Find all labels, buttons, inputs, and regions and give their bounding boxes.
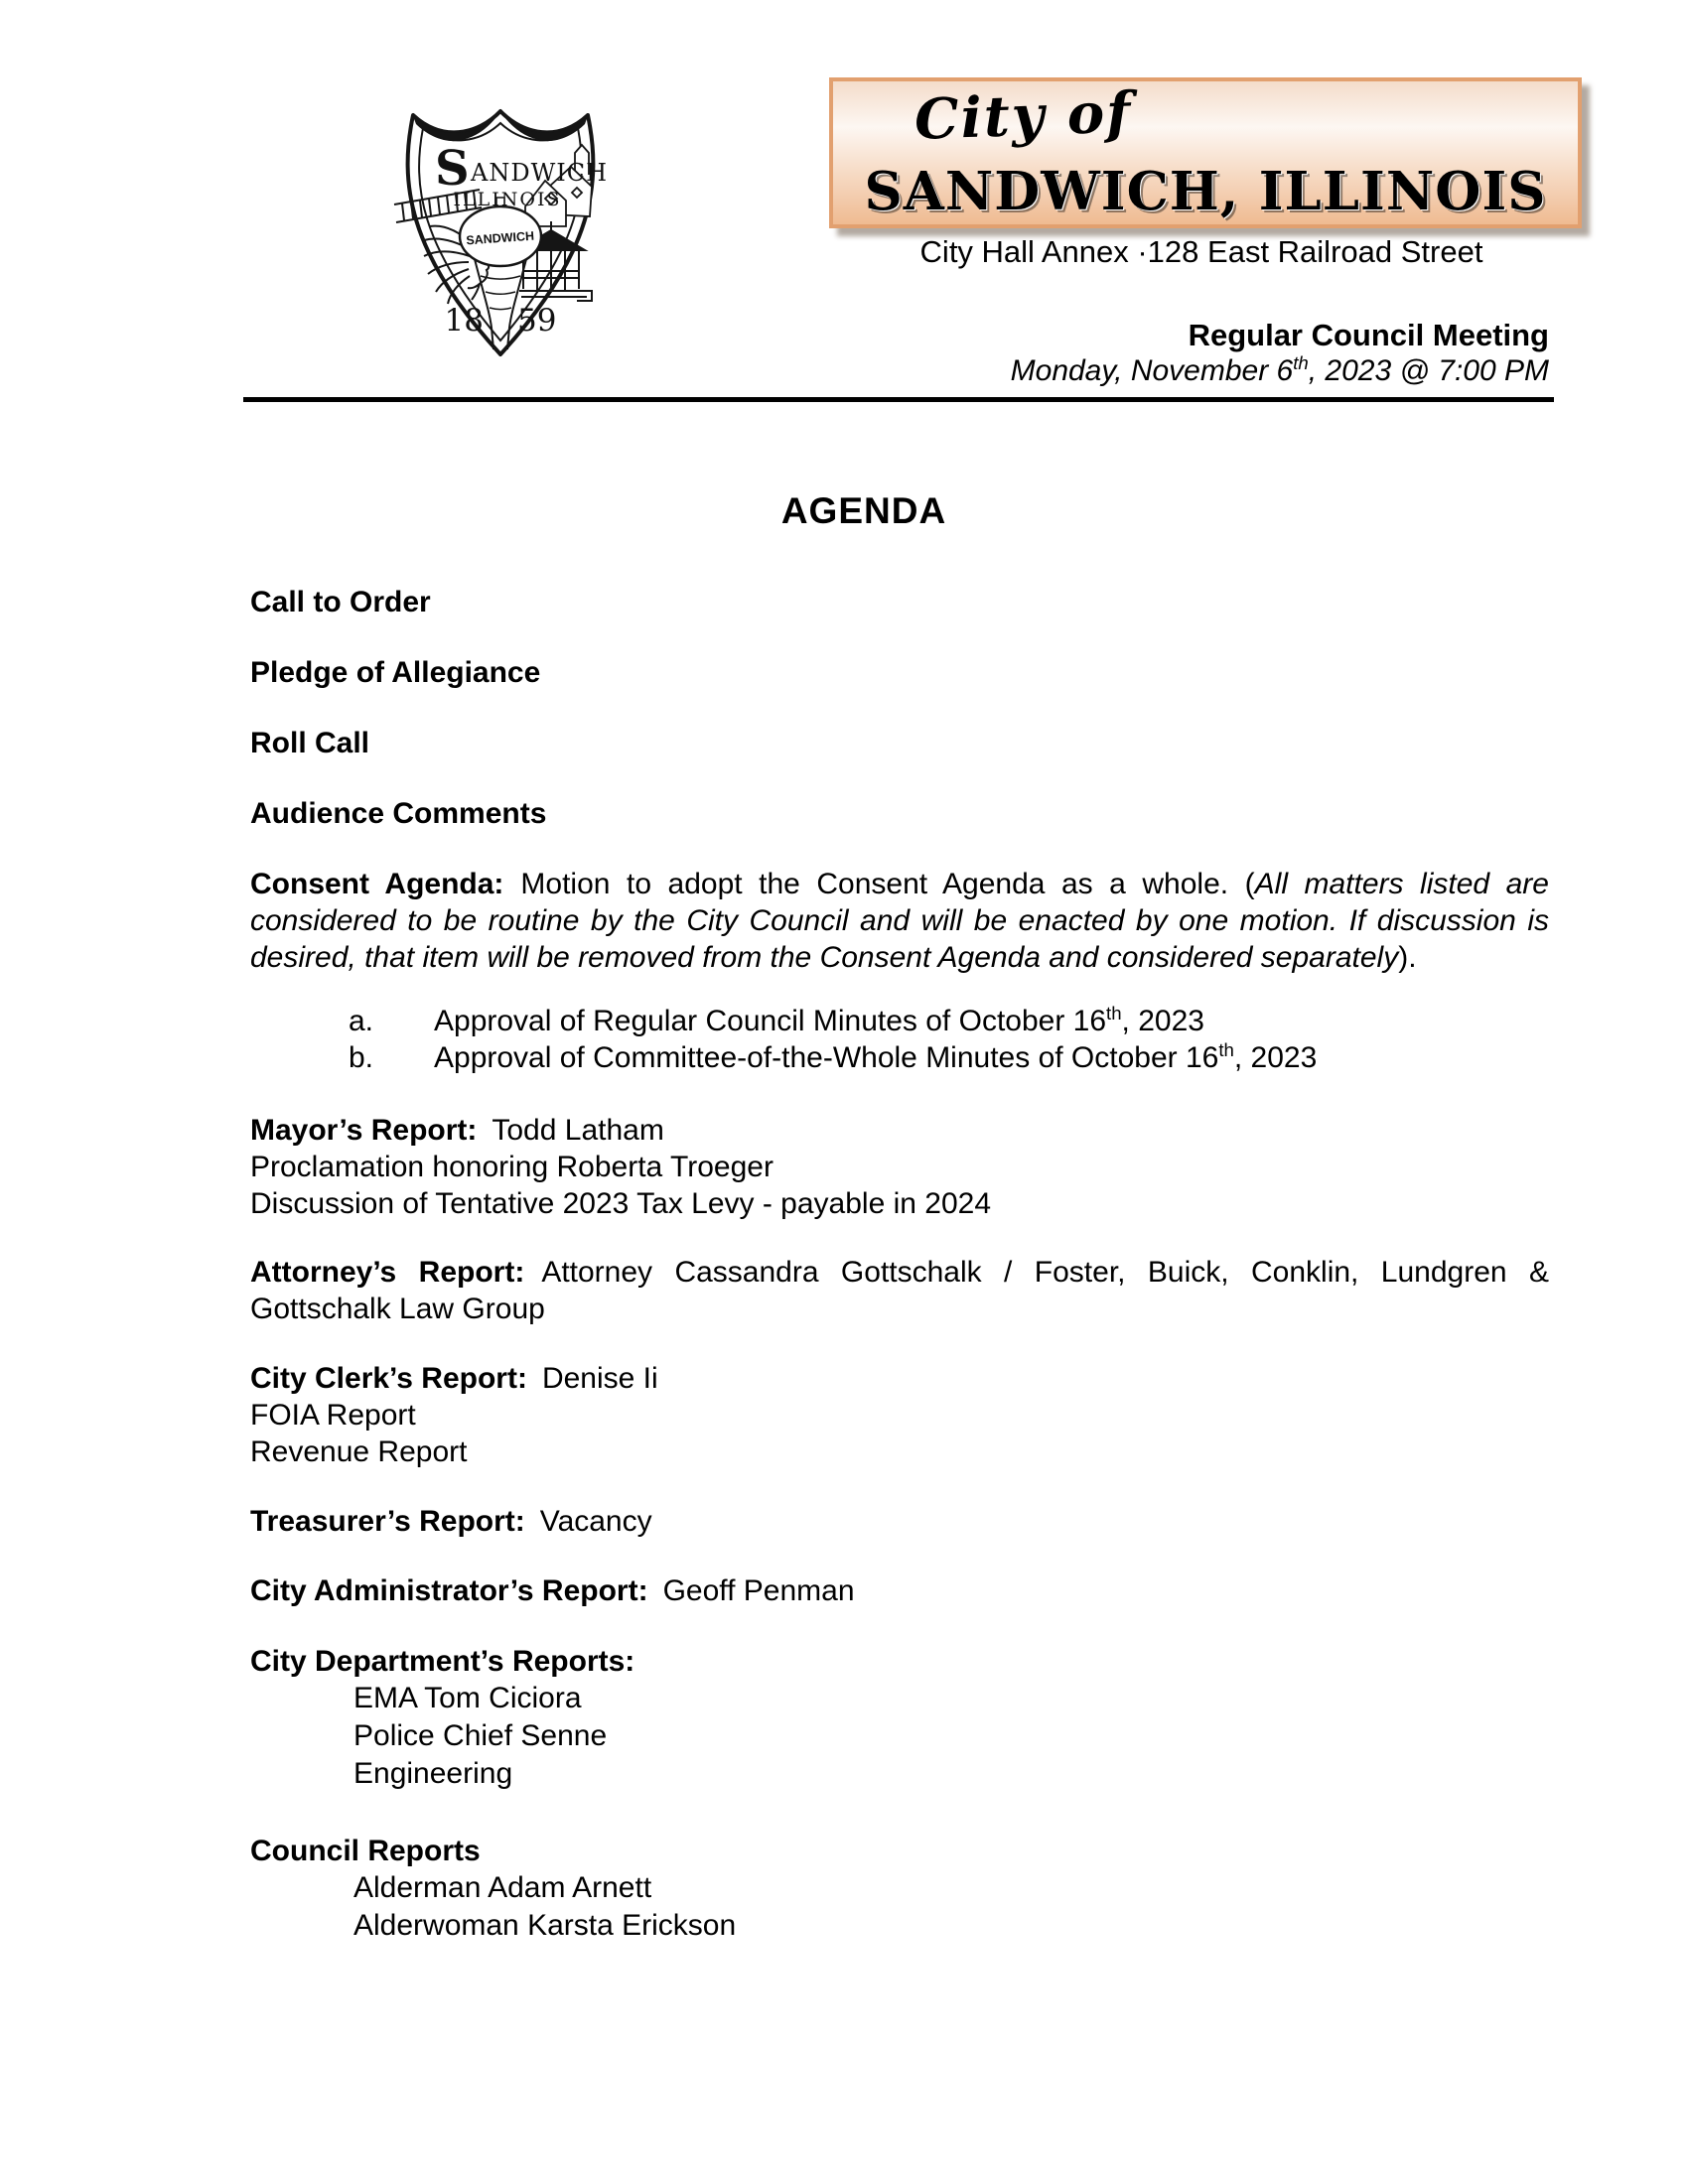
list-item-text-tail: , 2023 <box>1233 1041 1318 1074</box>
meeting-date-main: Monday, November 6 <box>1010 354 1294 387</box>
department-item: Engineering <box>353 1757 513 1790</box>
water-tower-label: SANDWICH <box>465 228 535 248</box>
administrator-report-label: City Administrator’s Report: <box>250 1574 648 1607</box>
treasurer-report-label: Treasurer’s Report: <box>250 1505 525 1538</box>
departments-reports-label: City Department’s Reports: <box>250 1645 635 1678</box>
council-reports-label: Council Reports <box>250 1835 481 1867</box>
attorney-report-text: Attorney Cassandra Gottschalk / Foster, Buick, Conklin, Lundgren & Gottschalk Law Group <box>250 1256 1549 1325</box>
council-member-item: Alderman Adam Arnett <box>353 1871 652 1904</box>
meeting-title: Regular Council Meeting <box>1188 318 1549 352</box>
list-item-text-tail: , 2023 <box>1121 1005 1204 1037</box>
agenda-heading: AGENDA <box>780 490 947 531</box>
seal-year-right: 59 <box>517 303 557 339</box>
meeting-date-tail: , 2023 @ 7:00 PM <box>1308 354 1549 387</box>
city-name-banner <box>829 77 1582 228</box>
meeting-date-ordinal: th <box>1293 352 1309 373</box>
ordinal-superscript: th <box>1106 1003 1122 1024</box>
council-member-item: Alderwoman Karsta Erickson <box>353 1909 737 1942</box>
agenda-item-audience-comments: Audience Comments <box>250 797 547 830</box>
consent-agenda-intro: Motion to adopt the Consent Agenda as a whole. ( <box>520 868 1255 900</box>
attorney-report-section <box>250 1254 1549 1327</box>
seal-city-initial: S <box>435 141 470 197</box>
consent-agenda-close: ). <box>1398 941 1417 974</box>
department-item: Police Chief Senne <box>353 1719 608 1752</box>
list-item-text <box>434 1003 1204 1039</box>
header-divider-line <box>243 397 1554 402</box>
clerk-report-section <box>250 1360 1549 1470</box>
agenda-item-roll-call: Roll Call <box>250 727 370 759</box>
list-item-letter: a. <box>349 1005 374 1037</box>
consent-agenda-label: Consent Agenda: <box>250 868 504 900</box>
mayor-name: Todd Latham <box>492 1114 664 1147</box>
mayor-report-label: Mayor’s Report: <box>250 1114 478 1147</box>
list-item <box>250 1003 1549 1039</box>
mayor-report-line: Proclamation honoring Roberta Troeger <box>250 1151 774 1183</box>
list-item-text <box>434 1039 1317 1076</box>
mayor-report-heading <box>250 1112 1549 1149</box>
clerk-name: Denise Ii <box>541 1362 658 1395</box>
consent-agenda-italic-note: All matters listed are considered to be routine by the City Council and will be enacted by one motion. If discussion is desired, that item will be removed from the Consent Agenda and considered separately <box>250 868 1549 974</box>
seal-city-name: ANDWICH <box>471 159 609 187</box>
meeting-date <box>250 354 1549 388</box>
mayor-report-line: Discussion of Tentative 2023 Tax Levy - payable in 2024 <box>250 1187 992 1220</box>
seal-state-name: ILLINOIS <box>453 189 562 210</box>
banner-city-state-text: SANDWICH, ILLINOIS <box>864 161 1547 222</box>
mayor-report-section <box>250 1112 1549 1222</box>
council-reports-section <box>250 1833 1549 1945</box>
ordinal-superscript: th <box>1218 1039 1234 1060</box>
clerk-report-heading <box>250 1360 1549 1397</box>
consent-agenda-paragraph <box>250 866 1549 976</box>
administrator-name: Geoff Penman <box>662 1574 855 1607</box>
agenda-body <box>250 584 1549 1945</box>
banner-city-of-text: City of <box>913 79 1134 153</box>
agenda-item-call-to-order: Call to Order <box>250 586 431 618</box>
department-item: EMA Tom Ciciora <box>353 1682 582 1714</box>
agenda-item-pledge: Pledge of Allegiance <box>250 656 541 689</box>
clerk-report-label: City Clerk’s Report: <box>250 1362 527 1395</box>
seal-year-left: 18 <box>444 303 484 339</box>
list-item-text-main: Approval of Regular Council Minutes of October 16 <box>434 1005 1107 1037</box>
city-hall-address: City Hall Annex ·128 East Railroad Street <box>919 234 1483 269</box>
list-item <box>250 1039 1549 1076</box>
clerk-report-line: FOIA Report <box>250 1399 416 1432</box>
list-item-letter: b. <box>349 1041 374 1074</box>
consent-items-list <box>250 1003 1549 1076</box>
administrator-report-section <box>250 1572 1549 1609</box>
clerk-report-line: Revenue Report <box>250 1435 468 1468</box>
treasurer-report-section <box>250 1503 1549 1540</box>
treasurer-name: Vacancy <box>539 1505 652 1538</box>
attorney-report-label: Attorney’s Report: <box>250 1256 525 1289</box>
departments-reports-section <box>250 1643 1549 1793</box>
list-item-text-main: Approval of Committee-of-the-Whole Minutes of October 16 <box>434 1041 1219 1074</box>
